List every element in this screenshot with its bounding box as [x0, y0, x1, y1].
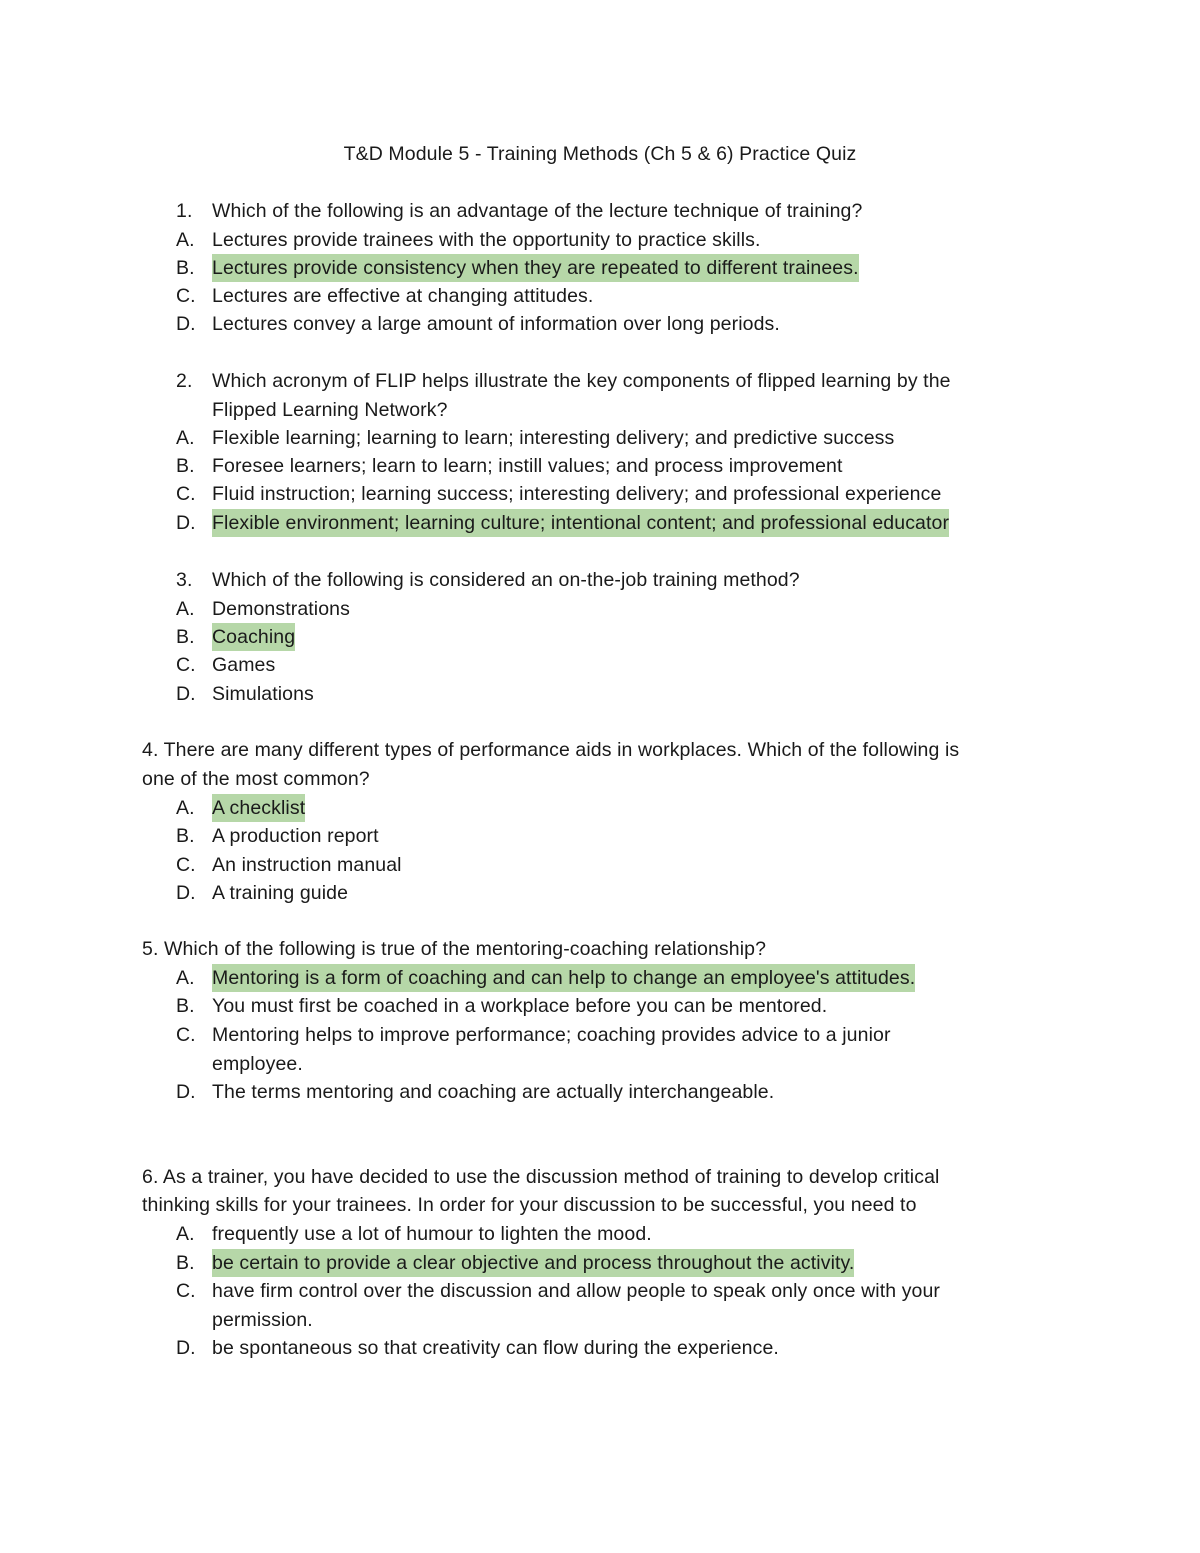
option-text: Fluid instruction; learning success; interesting delivery; and professional experience	[212, 483, 942, 505]
question-stem-continued: thinking skills for your trainees. In order for your discussion to be successful, you need to	[142, 1194, 917, 1216]
question-stem: 5. Which of the following is true of the mentoring-coaching relationship?	[142, 938, 767, 960]
option-text: Games	[212, 654, 276, 676]
option-letter: C.	[176, 854, 196, 876]
option-letter: A.	[176, 1223, 195, 1245]
option-text: A production report	[212, 825, 379, 847]
option-text: Lectures are effective at changing attitudes.	[212, 285, 594, 307]
highlighted-answer: be certain to provide a clear objective and process throughout the activity.	[212, 1249, 854, 1277]
option-letter: D.	[176, 882, 196, 904]
option-text: be spontaneous so that creativity can flow during the experience.	[212, 1337, 779, 1359]
option-text: Lectures provide trainees with the opportunity to practice skills.	[212, 229, 761, 251]
option-text: employee.	[212, 1053, 303, 1075]
option-text: A training guide	[212, 882, 349, 904]
question-stem: 4. There are many different types of performance aids in workplaces. Which of the following is	[142, 739, 960, 761]
option-text: You must first be coached in a workplace before you can be mentored.	[212, 995, 828, 1017]
page-title: T&D Module 5 - Training Methods (Ch 5 & 6) Practice Quiz	[343, 143, 857, 165]
question-number: 3.	[176, 569, 193, 591]
highlighted-answer: Mentoring is a form of coaching and can help to change an employee's attitudes.	[212, 964, 915, 992]
option-text: Foresee learners; learn to learn; instill values; and process improvement	[212, 455, 843, 477]
document-page: T&D Module 5 - Training Methods (Ch 5 & 6) Practice Quiz 1. Which of the following is an advantage of the lecture technique of training? A. Lectures provide trainees with the opportunity to practice skills. B. Lectures provide consistency when they are repeated to different trainees. C. Lectures are effective at changing attitudes. D. Lectures convey a large amount of information over long periods. 2. Which acronym of FLIP helps illustrate the key components of flipped learning by the Flipped Learning Network? A. Flexible learning; learning to learn; interesting delivery; and predictive success B. Foresee learners; learn to learn; instill values; and process improvement C. Fluid instruction; learning success; interesting delivery; and professional experience D. Flexible environment; learning culture; intentional content; and professional educator 3. Which of the following is considered an on-the-job training method? A. Demonstrations B. Coaching C. Games D. Simulations 4. There are many different types of performance aids in workplaces. Which of the following is one of the most common? A. A checklist B. A production report C. An instruction manual D. A training guide 5. Which of the following is true of the mentoring-coaching relationship? A. Mentoring is a form of coaching and can help to change an employee's attitudes. B. You must first be coached in a workplace before you can be mentored. C. Mentoring helps to improve performance; coaching provides advice to a junior employee. D. The terms mentoring and coaching are actually interchangeable. 6. As a trainer, you have decided to use the discussion method of training to develop critical thinking skills for your trainees. In order for your discussion to be successful, you need to A. frequently use a lot of humour to lighten the mood. B. be certain to provide a clear objective and process throughout the activity. C. have firm control over the discussion and allow people to speak only once with your permission. D. be spontaneous so that creativity can flow during the experience.	[0, 0, 1200, 1553]
option-letter: C.	[176, 483, 196, 505]
option-letter: B.	[176, 455, 195, 477]
option-letter: B.	[176, 825, 195, 847]
option-letter: A.	[176, 797, 195, 819]
option-letter: D.	[176, 313, 196, 335]
option-letter: A.	[176, 427, 195, 449]
option-letter: A.	[176, 967, 195, 989]
option-text: Flexible learning; learning to learn; interesting delivery; and predictive success	[212, 427, 895, 449]
option-letter: C.	[176, 1024, 196, 1046]
option-letter: B.	[176, 257, 195, 279]
highlighted-answer: Lectures provide consistency when they are repeated to different trainees.	[212, 254, 859, 282]
option-letter: D.	[176, 1337, 196, 1359]
option-text: frequently use a lot of humour to lighten the mood.	[212, 1223, 652, 1245]
option-letter: A.	[176, 229, 195, 251]
highlighted-answer: A checklist	[212, 794, 305, 822]
option-text: permission.	[212, 1309, 313, 1331]
question-number: 1.	[176, 200, 193, 222]
question-stem: 6. As a trainer, you have decided to use the discussion method of training to develop critical	[142, 1166, 940, 1188]
option-letter: A.	[176, 598, 195, 620]
option-text: An instruction manual	[212, 854, 402, 876]
option-text: Mentoring helps to improve performance; coaching provides advice to a junior	[212, 1024, 891, 1046]
option-text: The terms mentoring and coaching are actually interchangeable.	[212, 1081, 775, 1103]
highlighted-answer: Coaching	[212, 623, 295, 651]
option-letter: C.	[176, 1280, 196, 1302]
option-text: Lectures convey a large amount of information over long periods.	[212, 313, 780, 335]
option-text: have firm control over the discussion and allow people to speak only once with your	[212, 1280, 941, 1302]
option-letter: D.	[176, 683, 196, 705]
option-letter: D.	[176, 512, 196, 534]
question-stem-continued: one of the most common?	[142, 768, 370, 790]
option-letter: B.	[176, 995, 195, 1017]
option-letter: B.	[176, 1252, 195, 1274]
option-letter: C.	[176, 285, 196, 307]
question-number: 2.	[176, 370, 193, 392]
option-text: Simulations	[212, 683, 314, 705]
highlighted-answer: Flexible environment; learning culture; intentional content; and professional educator	[212, 509, 949, 537]
option-letter: D.	[176, 1081, 196, 1103]
option-text: Demonstrations	[212, 598, 350, 620]
option-letter: C.	[176, 654, 196, 676]
option-letter: B.	[176, 626, 195, 648]
